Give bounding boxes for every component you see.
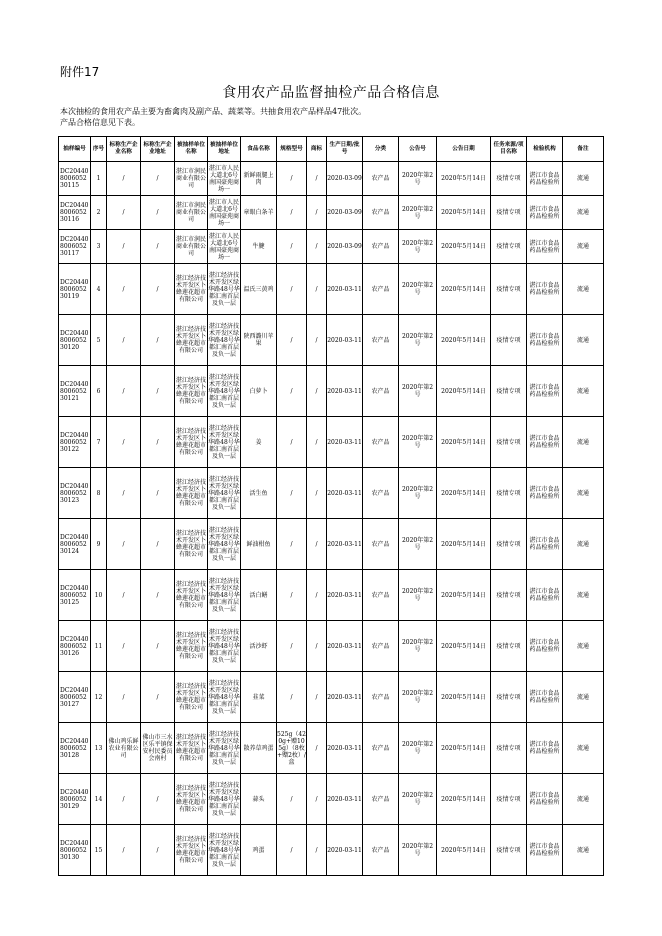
brand: / xyxy=(307,366,327,417)
remark: 流通 xyxy=(563,230,604,264)
food-name: 姜 xyxy=(241,417,277,468)
specification: / xyxy=(277,230,307,264)
notice-date: 2020年5月14日 xyxy=(437,315,491,366)
notice-number: 2020年第2号 xyxy=(399,468,437,519)
task-source: 疫情专项 xyxy=(491,417,527,468)
sequence-number: 12 xyxy=(91,672,107,723)
remark: 流通 xyxy=(563,366,604,417)
sampled-unit-name: 湛江经济技术开发区卜蜂莲花超市有限公司 xyxy=(175,774,208,825)
notice-number: 2020年第2号 xyxy=(399,723,437,774)
remark: 流通 xyxy=(563,723,604,774)
task-source: 疫情专项 xyxy=(491,570,527,621)
col-header: 备注 xyxy=(563,137,604,162)
food-name: 温氏三黄鸡 xyxy=(241,264,277,315)
specification: / xyxy=(277,519,307,570)
col-header: 分类 xyxy=(363,137,399,162)
col-header: 序号 xyxy=(91,137,107,162)
task-source: 疫情专项 xyxy=(491,468,527,519)
table-row xyxy=(59,672,604,723)
production-date: 2020-03-11 xyxy=(327,264,363,315)
task-source: 疫情专项 xyxy=(491,366,527,417)
sampled-unit-address: 湛江经济技术开发区绿华路48号华都汇南首层及负一层 xyxy=(208,672,241,723)
table-row xyxy=(59,366,604,417)
food-name: 白萝卜 xyxy=(241,366,277,417)
table-row xyxy=(59,230,604,264)
category: 农产品 xyxy=(363,774,399,825)
sampled-unit-address: 湛江经济技术开发区绿华路48号华都汇南首层及负一层 xyxy=(208,825,241,876)
sampled-unit-address: 湛江经济技术开发区绿华路48号华都汇南首层及负一层 xyxy=(208,570,241,621)
sampled-unit-address: 湛江经济技术开发区绿华路48号华都汇南首层及负一层 xyxy=(208,723,241,774)
manufacturer-name: / xyxy=(107,264,141,315)
sample-code: DC20440800605230117 xyxy=(59,230,91,264)
sample-code: DC20440800605230125 xyxy=(59,570,91,621)
manufacturer-name: / xyxy=(107,468,141,519)
sampled-unit-name: 湛江经济技术开发区卜蜂莲花超市有限公司 xyxy=(175,366,208,417)
sampled-unit-name: 湛江市润民商业有限公司 xyxy=(175,196,208,230)
testing-agency: 湛江市食品药品检验所 xyxy=(527,672,563,723)
sequence-number: 6 xyxy=(91,366,107,417)
manufacturer-address: / xyxy=(141,315,175,366)
task-source: 疫情专项 xyxy=(491,825,527,876)
category: 农产品 xyxy=(363,196,399,230)
category: 农产品 xyxy=(363,723,399,774)
manufacturer-address: / xyxy=(141,196,175,230)
task-source: 疫情专项 xyxy=(491,196,527,230)
food-name: 牛腱 xyxy=(241,230,277,264)
specification: / xyxy=(277,672,307,723)
testing-agency: 湛江市食品药品检验所 xyxy=(527,468,563,519)
task-source: 疫情专项 xyxy=(491,162,527,196)
manufacturer-name: / xyxy=(107,162,141,196)
sampled-unit-name: 湛江市润民商业有限公司 xyxy=(175,162,208,196)
notice-date: 2020年5月14日 xyxy=(437,519,491,570)
manufacturer-name: / xyxy=(107,519,141,570)
task-source: 疫情专项 xyxy=(491,519,527,570)
table-row xyxy=(59,621,604,672)
manufacturer-name: / xyxy=(107,672,141,723)
manufacturer-address: / xyxy=(141,417,175,468)
sequence-number: 15 xyxy=(91,825,107,876)
sequence-number: 10 xyxy=(91,570,107,621)
brand: / xyxy=(307,468,327,519)
sample-code: DC20440800605230115 xyxy=(59,162,91,196)
testing-agency: 湛江市食品药品检验所 xyxy=(527,774,563,825)
category: 农产品 xyxy=(363,315,399,366)
specification: / xyxy=(277,774,307,825)
sampled-unit-name: 湛江市润民商业有限公司 xyxy=(175,230,208,264)
remark: 流通 xyxy=(563,264,604,315)
sampled-unit-address: 湛江经济技术开发区绿华路48号华都汇南首层及负一层 xyxy=(208,264,241,315)
remark: 流通 xyxy=(563,672,604,723)
sampled-unit-name: 湛江经济技术开发区卜蜂莲花超市有限公司 xyxy=(175,621,208,672)
food-name: 活沙虾 xyxy=(241,621,277,672)
notice-date: 2020年5月14日 xyxy=(437,570,491,621)
sampled-unit-address: 湛江经济技术开发区绿华路48号华都汇南首层及负一层 xyxy=(208,519,241,570)
production-date: 2020-03-09 xyxy=(327,162,363,196)
sampled-unit-address: 湛江经济技术开发区绿华路48号华都汇南首层及负一层 xyxy=(208,315,241,366)
specification: / xyxy=(277,621,307,672)
sequence-number: 14 xyxy=(91,774,107,825)
category: 农产品 xyxy=(363,468,399,519)
specification: / xyxy=(277,570,307,621)
notice-number: 2020年第2号 xyxy=(399,519,437,570)
production-date: 2020-03-11 xyxy=(327,774,363,825)
col-header: 抽样编号 xyxy=(59,137,91,162)
sampled-unit-name: 湛江经济技术开发区卜蜂莲花超市有限公司 xyxy=(175,825,208,876)
table-row xyxy=(59,570,604,621)
remark: 流通 xyxy=(563,774,604,825)
notice-date: 2020年5月14日 xyxy=(437,366,491,417)
specification: / xyxy=(277,315,307,366)
task-source: 疫情专项 xyxy=(491,230,527,264)
sampled-unit-address: 湛江经济技术开发区绿华路48号华都汇南首层及负一层 xyxy=(208,621,241,672)
production-date: 2020-03-11 xyxy=(327,468,363,519)
testing-agency: 湛江市食品药品检验所 xyxy=(527,162,563,196)
notice-date: 2020年5月14日 xyxy=(437,672,491,723)
sequence-number: 4 xyxy=(91,264,107,315)
sample-code: DC20440800605230128 xyxy=(59,723,91,774)
table-row xyxy=(59,264,604,315)
notice-date: 2020年5月14日 xyxy=(437,162,491,196)
production-date: 2020-03-11 xyxy=(327,723,363,774)
col-header: 标称生产企业名称 xyxy=(107,137,141,162)
notice-number: 2020年第2号 xyxy=(399,621,437,672)
testing-agency: 湛江市食品药品检验所 xyxy=(527,723,563,774)
category: 农产品 xyxy=(363,162,399,196)
production-date: 2020-03-11 xyxy=(327,315,363,366)
sampled-unit-name: 湛江经济技术开发区卜蜂莲花超市有限公司 xyxy=(175,672,208,723)
manufacturer-address: / xyxy=(141,264,175,315)
sample-code: DC20440800605230126 xyxy=(59,621,91,672)
col-header: 公告日期 xyxy=(437,137,491,162)
food-name: 蒜头 xyxy=(241,774,277,825)
table-row xyxy=(59,774,604,825)
brand: / xyxy=(307,621,327,672)
notice-date: 2020年5月14日 xyxy=(437,825,491,876)
attachment-label: 附件17 xyxy=(60,65,100,79)
category: 农产品 xyxy=(363,570,399,621)
brand: / xyxy=(307,570,327,621)
specification: / xyxy=(277,162,307,196)
table-row xyxy=(59,162,604,196)
sampled-unit-name: 湛江经济技术开发区卜蜂莲花超市有限公司 xyxy=(175,723,208,774)
sampled-unit-name: 湛江经济技术开发区卜蜂莲花超市有限公司 xyxy=(175,417,208,468)
production-date: 2020-03-09 xyxy=(327,230,363,264)
production-date: 2020-03-11 xyxy=(327,417,363,468)
brand: / xyxy=(307,230,327,264)
brand: / xyxy=(307,315,327,366)
testing-agency: 湛江市食品药品检验所 xyxy=(527,196,563,230)
category: 农产品 xyxy=(363,366,399,417)
specification: / xyxy=(277,825,307,876)
sampled-unit-name: 湛江经济技术开发区卜蜂莲花超市有限公司 xyxy=(175,264,208,315)
task-source: 疫情专项 xyxy=(491,723,527,774)
sample-code: DC20440800605230129 xyxy=(59,774,91,825)
manufacturer-name: / xyxy=(107,417,141,468)
food-name: 活白鳝 xyxy=(241,570,277,621)
notice-number: 2020年第2号 xyxy=(399,162,437,196)
task-source: 疫情专项 xyxy=(491,774,527,825)
production-date: 2020-03-11 xyxy=(327,366,363,417)
category: 农产品 xyxy=(363,621,399,672)
sequence-number: 2 xyxy=(91,196,107,230)
table-row xyxy=(59,315,604,366)
sequence-number: 13 xyxy=(91,723,107,774)
specification: / xyxy=(277,417,307,468)
notice-number: 2020年第2号 xyxy=(399,230,437,264)
notice-number: 2020年第2号 xyxy=(399,196,437,230)
manufacturer-address: / xyxy=(141,468,175,519)
sample-code: DC20440800605230121 xyxy=(59,366,91,417)
manufacturer-address: / xyxy=(141,672,175,723)
manufacturer-address: / xyxy=(141,570,175,621)
manufacturer-name: / xyxy=(107,825,141,876)
category: 农产品 xyxy=(363,519,399,570)
remark: 流通 xyxy=(563,417,604,468)
notice-number: 2020年第2号 xyxy=(399,315,437,366)
task-source: 疫情专项 xyxy=(491,621,527,672)
table-row xyxy=(59,723,604,774)
testing-agency: 湛江市食品药品检验所 xyxy=(527,366,563,417)
food-name: 章眼白条羊 xyxy=(241,196,277,230)
table-row xyxy=(59,519,604,570)
manufacturer-name: / xyxy=(107,621,141,672)
brand: / xyxy=(307,672,327,723)
specification: / xyxy=(277,196,307,230)
intro-text xyxy=(60,106,620,128)
col-header: 检验机构 xyxy=(527,137,563,162)
specification: / xyxy=(277,264,307,315)
notice-number: 2020年第2号 xyxy=(399,417,437,468)
notice-number: 2020年第2号 xyxy=(399,825,437,876)
col-header: 商标 xyxy=(307,137,327,162)
brand: / xyxy=(307,196,327,230)
notice-date: 2020年5月14日 xyxy=(437,468,491,519)
category: 农产品 xyxy=(363,230,399,264)
page-title: 食用农产品监督抽检产品合格信息 xyxy=(222,85,440,101)
sample-code: DC20440800605230130 xyxy=(59,825,91,876)
manufacturer-name: 佛山鸡乐鲜农业有限公司 xyxy=(107,723,141,774)
brand: / xyxy=(307,825,327,876)
manufacturer-address: / xyxy=(141,366,175,417)
sampled-unit-address: 湛江经济技术开发区绿华路48号华都汇南首层及负一层 xyxy=(208,774,241,825)
notice-number: 2020年第2号 xyxy=(399,672,437,723)
category: 农产品 xyxy=(363,825,399,876)
sampled-unit-address: 湛江市人民大道北6号南国豪苑商场一 xyxy=(208,196,241,230)
sample-code: DC20440800605230122 xyxy=(59,417,91,468)
remark: 流通 xyxy=(563,162,604,196)
sampled-unit-name: 湛江经济技术开发区卜蜂莲花超市有限公司 xyxy=(175,570,208,621)
testing-agency: 湛江市食品药品检验所 xyxy=(527,621,563,672)
food-name: 散养草鸡蛋 xyxy=(241,723,277,774)
manufacturer-address: / xyxy=(141,774,175,825)
sampled-unit-name: 湛江经济技术开发区卜蜂莲花超市有限公司 xyxy=(175,519,208,570)
testing-agency: 湛江市食品药品检验所 xyxy=(527,264,563,315)
col-header: 标称生产企业地址 xyxy=(141,137,175,162)
sampled-unit-address: 湛江市人民大道北6号南国豪苑商场一 xyxy=(208,230,241,264)
sequence-number: 9 xyxy=(91,519,107,570)
sequence-number: 3 xyxy=(91,230,107,264)
table-row xyxy=(59,417,604,468)
sample-code: DC20440800605230124 xyxy=(59,519,91,570)
production-date: 2020-03-09 xyxy=(327,196,363,230)
manufacturer-name: / xyxy=(107,230,141,264)
sampled-unit-address: 湛江经济技术开发区绿华路48号华都汇南首层及负一层 xyxy=(208,417,241,468)
sample-code: DC20440800605230123 xyxy=(59,468,91,519)
col-header: 食品名称 xyxy=(241,137,277,162)
food-name: 鲜油柑鱼 xyxy=(241,519,277,570)
sampled-unit-name: 湛江经济技术开发区卜蜂莲花超市有限公司 xyxy=(175,315,208,366)
sampled-unit-address: 湛江市人民大道北6号南国豪苑商场一 xyxy=(208,162,241,196)
intro-line-1: 本次抽检的食用农产品主要为畜禽肉及副产品、蔬菜等。共抽食用农产品样品47批次。 xyxy=(60,107,367,116)
manufacturer-address: / xyxy=(141,230,175,264)
header-row xyxy=(59,137,604,162)
table-row xyxy=(59,196,604,230)
brand: / xyxy=(307,417,327,468)
results-table xyxy=(58,136,604,876)
manufacturer-address: / xyxy=(141,519,175,570)
task-source: 疫情专项 xyxy=(491,672,527,723)
notice-number: 2020年第2号 xyxy=(399,264,437,315)
production-date: 2020-03-11 xyxy=(327,825,363,876)
remark: 流通 xyxy=(563,315,604,366)
category: 农产品 xyxy=(363,264,399,315)
manufacturer-name: / xyxy=(107,366,141,417)
col-header: 被抽样单位地址 xyxy=(208,137,241,162)
category: 农产品 xyxy=(363,672,399,723)
remark: 流通 xyxy=(563,196,604,230)
manufacturer-name: / xyxy=(107,570,141,621)
intro-line-2: 产品合格信息见下表。 xyxy=(60,118,140,127)
remark: 流通 xyxy=(563,468,604,519)
notice-number: 2020年第2号 xyxy=(399,366,437,417)
notice-date: 2020年5月14日 xyxy=(437,230,491,264)
col-header: 规格型号 xyxy=(277,137,307,162)
notice-date: 2020年5月14日 xyxy=(437,621,491,672)
category: 农产品 xyxy=(363,417,399,468)
col-header: 被抽样单位名称 xyxy=(175,137,208,162)
testing-agency: 湛江市食品药品检验所 xyxy=(527,519,563,570)
food-name: 韭菜 xyxy=(241,672,277,723)
specification: / xyxy=(277,366,307,417)
manufacturer-name: / xyxy=(107,196,141,230)
notice-number: 2020年第2号 xyxy=(399,774,437,825)
sequence-number: 11 xyxy=(91,621,107,672)
brand: / xyxy=(307,162,327,196)
remark: 流通 xyxy=(563,570,604,621)
table-row xyxy=(59,468,604,519)
specification: 525g（420g+赠105g）（8枚+赠2枚）/盒 xyxy=(277,723,307,774)
notice-date: 2020年5月14日 xyxy=(437,723,491,774)
food-name: 鸡蛋 xyxy=(241,825,277,876)
sequence-number: 5 xyxy=(91,315,107,366)
task-source: 疫情专项 xyxy=(491,315,527,366)
notice-date: 2020年5月14日 xyxy=(437,774,491,825)
remark: 流通 xyxy=(563,519,604,570)
notice-date: 2020年5月14日 xyxy=(437,417,491,468)
specification: / xyxy=(277,468,307,519)
sequence-number: 7 xyxy=(91,417,107,468)
sequence-number: 1 xyxy=(91,162,107,196)
manufacturer-name: / xyxy=(107,774,141,825)
testing-agency: 湛江市食品药品检验所 xyxy=(527,825,563,876)
sampled-unit-address: 湛江经济技术开发区绿华路48号华都汇南首层及负一层 xyxy=(208,366,241,417)
sample-code: DC20440800605230119 xyxy=(59,264,91,315)
col-header: 任务来源/项目名称 xyxy=(491,137,527,162)
food-name: 陕西潞川苹果 xyxy=(241,315,277,366)
testing-agency: 湛江市食品药品检验所 xyxy=(527,570,563,621)
sample-code: DC20440800605230120 xyxy=(59,315,91,366)
notice-date: 2020年5月14日 xyxy=(437,196,491,230)
sample-code: DC20440800605230127 xyxy=(59,672,91,723)
brand: / xyxy=(307,264,327,315)
sequence-number: 8 xyxy=(91,468,107,519)
production-date: 2020-03-11 xyxy=(327,519,363,570)
brand: / xyxy=(307,774,327,825)
manufacturer-address: / xyxy=(141,621,175,672)
manufacturer-name: / xyxy=(107,315,141,366)
testing-agency: 湛江市食品药品检验所 xyxy=(527,417,563,468)
sample-code: DC20440800605230116 xyxy=(59,196,91,230)
notice-number: 2020年第2号 xyxy=(399,570,437,621)
testing-agency: 湛江市食品药品检验所 xyxy=(527,315,563,366)
col-header: 公告号 xyxy=(399,137,437,162)
brand: / xyxy=(307,723,327,774)
production-date: 2020-03-11 xyxy=(327,570,363,621)
notice-date: 2020年5月14日 xyxy=(437,264,491,315)
table-row xyxy=(59,825,604,876)
manufacturer-address: 佛山市三水区乐平镇保安村民委员会南村 xyxy=(141,723,175,774)
remark: 流通 xyxy=(563,825,604,876)
production-date: 2020-03-11 xyxy=(327,672,363,723)
task-source: 疫情专项 xyxy=(491,264,527,315)
testing-agency: 湛江市食品药品检验所 xyxy=(527,230,563,264)
brand: / xyxy=(307,519,327,570)
manufacturer-address: / xyxy=(141,162,175,196)
food-name: 新鲜雨腿上肉 xyxy=(241,162,277,196)
manufacturer-address: / xyxy=(141,825,175,876)
production-date: 2020-03-11 xyxy=(327,621,363,672)
remark: 流通 xyxy=(563,621,604,672)
col-header: 生产日期/批号 xyxy=(327,137,363,162)
sampled-unit-name: 湛江经济技术开发区卜蜂莲花超市有限公司 xyxy=(175,468,208,519)
sampled-unit-address: 湛江经济技术开发区绿华路48号华都汇南首层及负一层 xyxy=(208,468,241,519)
food-name: 活生鱼 xyxy=(241,468,277,519)
